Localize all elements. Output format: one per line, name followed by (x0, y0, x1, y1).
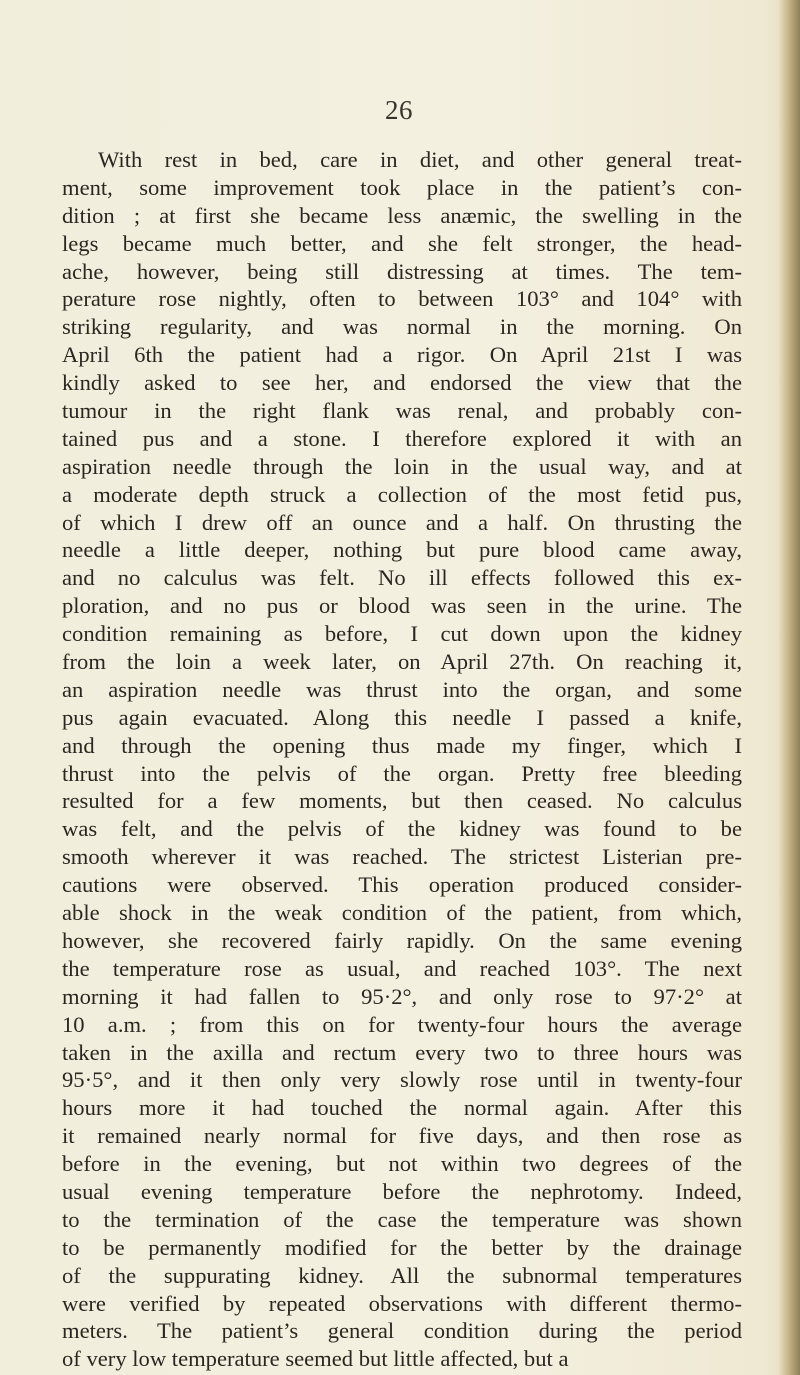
text-line: of which I drew off an ounce and a half. On thrusting the (62, 509, 742, 535)
page-edge-shadow (778, 0, 800, 1375)
body-text (62, 146, 742, 1373)
text-line: from the loin a week later, on April 27th. On reaching it, (62, 649, 742, 675)
text-line: pus again evacuated. Along this needle I passed a knife, (62, 704, 742, 730)
text-line: and no calculus was felt. No ill effects followed this ex- (62, 565, 742, 591)
text-line: ache, however, being still distressing at times. The tem- (62, 258, 742, 284)
text-line: it remained nearly normal for five days, and then rose as (62, 1123, 742, 1149)
text-line: striking regularity, and was normal in the morning. On (62, 314, 742, 340)
text-line: before in the evening, but not within two degrees of the (62, 1151, 742, 1177)
text-line: a moderate depth struck a collection of the most fetid pus, (62, 481, 742, 507)
text-line: perature rose nightly, often to between 103° and 104° with (62, 286, 742, 312)
text-line: of the suppurating kidney. All the subnormal temperatures (62, 1262, 742, 1288)
text-line: an aspiration needle was thrust into the organ, and some (62, 676, 742, 702)
text-line: dition ; at first she became less anæmic, the swelling in the (62, 202, 742, 228)
page-number: 26 (385, 95, 413, 125)
text-line: morning it had fallen to 95·2°, and only rose to 97·2° at (62, 983, 742, 1009)
text-line: able shock in the weak condition of the patient, from which, (62, 900, 742, 926)
text-line: thrust into the pelvis of the organ. Pretty free bleeding (62, 760, 742, 786)
text-line: resulted for a few moments, but then ceased. No calculus (62, 788, 742, 814)
text-line: meters. The patient’s general condition during the period (62, 1318, 742, 1344)
text-line: legs became much better, and she felt stronger, the head- (62, 230, 742, 256)
text-line: ment, some improvement took place in the patient’s con- (62, 174, 742, 200)
text-line: to be permanently modified for the better by the drainage (62, 1234, 742, 1260)
text-line: 95·5°, and it then only very slowly rose until in twenty-four (62, 1067, 742, 1093)
text-line: and through the opening thus made my finger, which I (62, 732, 742, 758)
text-line: smooth wherever it was reached. The strictest Listerian pre- (62, 844, 742, 870)
text-line: aspiration needle through the loin in the usual way, and at (62, 453, 742, 479)
text-line: were verified by repeated observations with different thermo- (62, 1290, 742, 1316)
text-line: With rest in bed, care in diet, and other general treat- (98, 147, 742, 172)
text-line: cautions were observed. This operation produced consider- (62, 872, 742, 898)
text-line: was felt, and the pelvis of the kidney was found to be (62, 816, 742, 842)
text-line: 10 a.m. ; from this on for twenty-four hours the average (62, 1011, 742, 1037)
text-line: however, she recovered fairly rapidly. On the same evening (62, 927, 742, 953)
text-line: April 6th the patient had a rigor. On April 21st I was (62, 342, 742, 368)
text-line: ploration, and no pus or blood was seen in the urine. The (62, 593, 742, 619)
text-line: tumour in the right flank was renal, and probably con- (62, 398, 742, 424)
text-line: of very low temperature seemed but little affected, but a (62, 1346, 569, 1372)
text-line: condition remaining as before, I cut down upon the kidney (62, 621, 742, 647)
text-line: kindly asked to see her, and endorsed the view that the (62, 370, 742, 396)
text-line: taken in the axilla and rectum every two to three hours was (62, 1039, 742, 1065)
text-line: to the termination of the case the temperature was shown (62, 1206, 742, 1232)
text-line: the temperature rose as usual, and reached 103°. The next (62, 955, 742, 981)
text-line: usual evening temperature before the nephrotomy. Indeed, (62, 1178, 742, 1204)
text-line: hours more it had touched the normal again. After this (62, 1095, 742, 1121)
text-line: needle a little deeper, nothing but pure blood came away, (62, 537, 742, 563)
text-line: tained pus and a stone. I therefore explored it with an (62, 425, 742, 451)
